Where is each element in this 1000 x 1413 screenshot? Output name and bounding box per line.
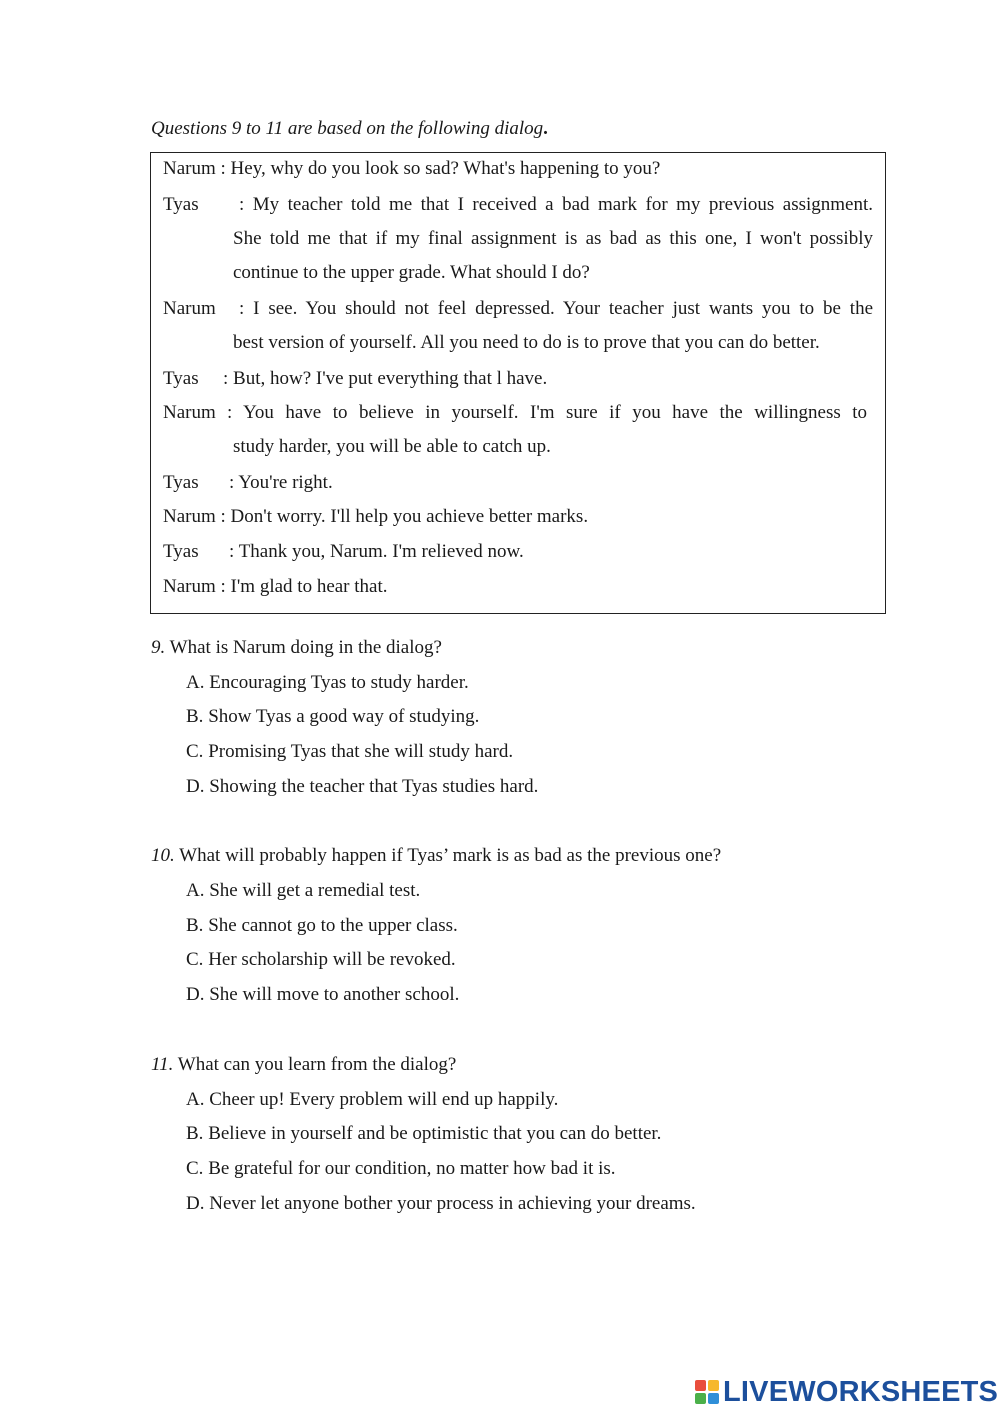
question-9 <box>151 637 442 659</box>
dialog-text-line <box>239 194 873 216</box>
dialog-text-line <box>233 332 820 354</box>
option-letter: A. <box>186 1089 205 1110</box>
speaker-name: Narum <box>163 576 216 597</box>
option-text: Be grateful for our condition, no matter how bad it is. <box>208 1158 616 1179</box>
dialog-text: You're right. <box>238 472 333 493</box>
option-text: Encouraging Tyas to study harder. <box>209 672 469 693</box>
logo-blocks-icon <box>695 1378 721 1406</box>
option-letter: A. <box>186 672 205 693</box>
logo-text: LIVEWORKSHEETS <box>723 1375 999 1408</box>
dialog-box <box>150 152 886 614</box>
dialog-text: I see. You should not feel depressed. Your teacher just wants you to be the <box>253 298 874 319</box>
option-letter: A. <box>186 880 205 901</box>
question-11 <box>151 1054 456 1076</box>
speaker-separator: : <box>239 194 245 215</box>
option-9d[interactable] <box>186 776 538 798</box>
option-letter: C. <box>186 741 204 762</box>
option-9b[interactable] <box>186 706 479 728</box>
option-letter: C. <box>186 1158 204 1179</box>
speaker-name: Tyas <box>163 472 199 493</box>
option-9a[interactable] <box>186 672 469 694</box>
dialog-text-line <box>227 402 867 424</box>
speaker-name: Narum <box>163 158 216 179</box>
option-text: She cannot go to the upper class. <box>208 915 458 936</box>
question-text: What is Narum doing in the dialog? <box>169 637 442 658</box>
dialog-line <box>163 368 547 390</box>
option-text: She will move to another school. <box>209 984 460 1005</box>
option-text: Never let anyone bother your process in achieving your dreams. <box>209 1193 696 1214</box>
dialog-line <box>163 194 239 216</box>
intro-end: . <box>543 118 548 139</box>
option-text: Believe in yourself and be optimistic that you can do better. <box>208 1123 662 1144</box>
dialog-text: study harder, you will be able to catch up. <box>233 436 551 457</box>
speaker-separator: : <box>220 576 226 597</box>
dialog-line <box>163 576 388 598</box>
question-number: 9. <box>151 637 166 658</box>
dialog-line <box>163 506 588 528</box>
dialog-text: continue to the upper grade. What should I do? <box>233 262 590 283</box>
question-10 <box>151 845 721 867</box>
dialog-text-line <box>233 228 873 250</box>
option-11b[interactable] <box>186 1123 661 1145</box>
dialog-text: My teacher told me that I received a bad mark for my previous assignment. <box>252 194 873 215</box>
dialog-text: You have to believe in yourself. I'm sure if you have the willingness to <box>243 402 867 423</box>
speaker-name: Tyas <box>163 194 199 215</box>
dialog-text: Hey, why do you look so sad? What's happening to you? <box>230 158 661 179</box>
option-text: Cheer up! Every problem will end up happily. <box>209 1089 559 1110</box>
dialog-text-line <box>239 298 873 320</box>
option-text: Her scholarship will be revoked. <box>208 949 456 970</box>
dialog-line <box>163 541 524 563</box>
intro-text: Questions 9 to 11 are based on the following dialog <box>151 118 544 139</box>
option-letter: C. <box>186 949 204 970</box>
option-10d[interactable] <box>186 984 459 1006</box>
dialog-text: She told me that if my final assignment is as bad as this one, I won't possibly <box>233 228 873 249</box>
dialog-text: Thank you, Narum. I'm relieved now. <box>238 541 524 562</box>
option-text: Show Tyas a good way of studying. <box>208 706 480 727</box>
option-11c[interactable] <box>186 1158 616 1180</box>
dialog-line <box>163 298 239 320</box>
speaker-separator: : <box>229 472 235 493</box>
option-letter: D. <box>186 984 205 1005</box>
option-text: Showing the teacher that Tyas studies hard. <box>209 776 539 797</box>
question-text: What can you learn from the dialog? <box>177 1054 457 1075</box>
option-9c[interactable] <box>186 741 513 763</box>
dialog-text: best version of yourself. All you need to do is to prove that you can do better. <box>233 332 820 353</box>
option-11a[interactable] <box>186 1089 558 1111</box>
option-letter: B. <box>186 915 204 936</box>
dialog-text: Don't worry. I'll help you achieve better marks. <box>230 506 589 527</box>
speaker-name: Tyas <box>163 541 199 562</box>
speaker-separator: : <box>223 368 229 389</box>
speaker-separator: : <box>220 158 226 179</box>
liveworksheets-logo[interactable] <box>695 1377 998 1407</box>
question-text: What will probably happen if Tyas’ mark is as bad as the previous one? <box>179 845 722 866</box>
speaker-separator: : <box>227 402 233 423</box>
option-11d[interactable] <box>186 1193 696 1215</box>
speaker-separator: : <box>220 506 226 527</box>
dialog-line <box>163 402 216 424</box>
speaker-separator: : <box>229 541 235 562</box>
question-number: 11. <box>151 1054 174 1075</box>
dialog-line <box>163 472 333 494</box>
dialog-text-line <box>233 262 590 284</box>
speaker-name: Narum <box>163 298 216 319</box>
speaker-name: Narum <box>163 402 216 423</box>
option-10b[interactable] <box>186 915 458 937</box>
speaker-name: Tyas <box>163 368 199 389</box>
option-letter: D. <box>186 1193 205 1214</box>
speaker-separator: : <box>239 298 245 319</box>
dialog-text: But, how? I've put everything that l have. <box>233 368 548 389</box>
question-number: 10. <box>151 845 175 866</box>
option-10a[interactable] <box>186 880 420 902</box>
speaker-name: Narum <box>163 506 216 527</box>
option-letter: D. <box>186 776 205 797</box>
option-text: Promising Tyas that she will study hard. <box>208 741 514 762</box>
option-10c[interactable] <box>186 949 456 971</box>
option-text: She will get a remedial test. <box>209 880 421 901</box>
option-letter: B. <box>186 1123 204 1144</box>
dialog-intro <box>151 118 548 140</box>
dialog-text-line <box>233 436 551 458</box>
dialog-line <box>163 158 660 180</box>
option-letter: B. <box>186 706 204 727</box>
dialog-text: I'm glad to hear that. <box>230 576 388 597</box>
